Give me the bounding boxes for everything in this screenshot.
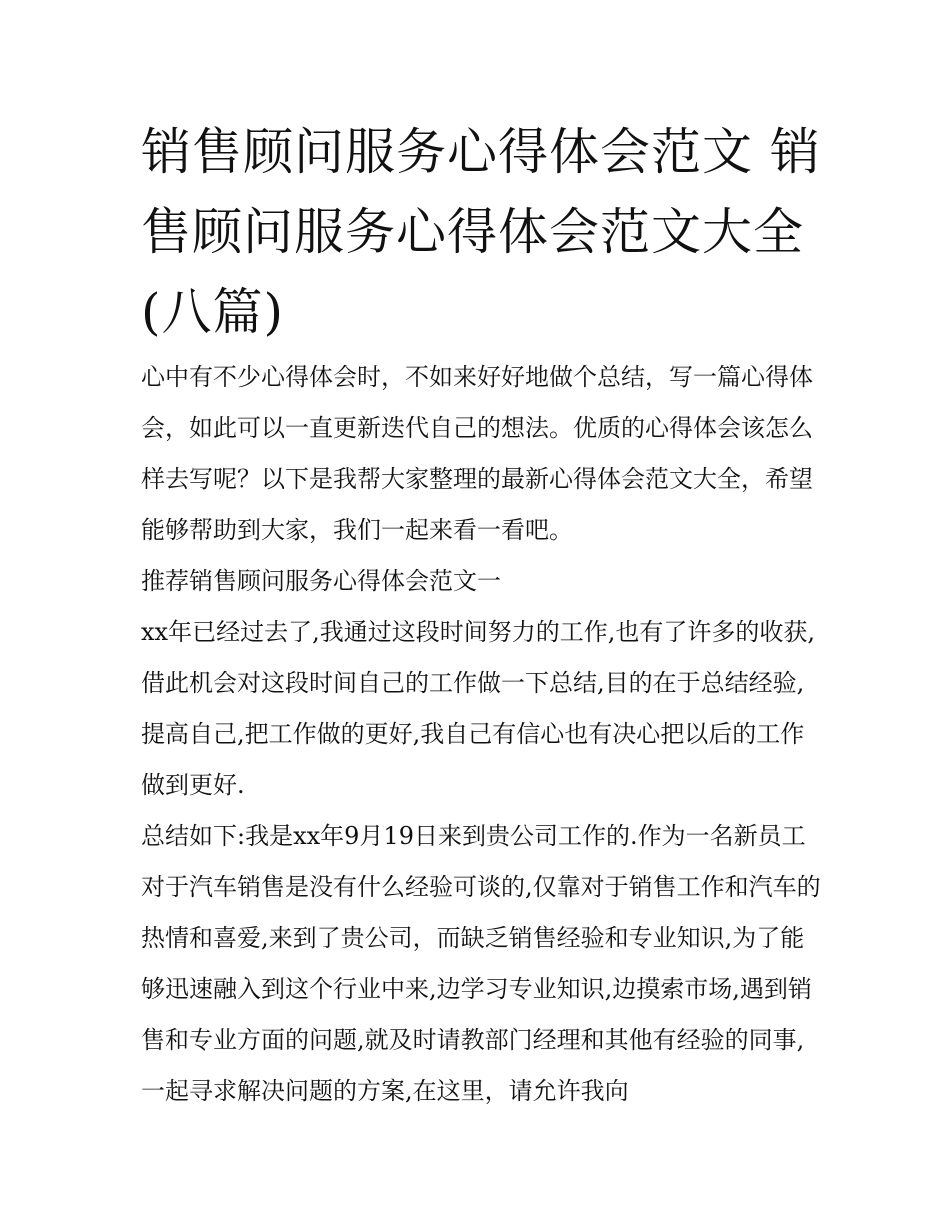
section-heading: 推荐销售顾问服务心得体会范文一 <box>141 567 501 595</box>
document-title: 销售顾问服务心得体会范文 销售顾问服务心得体会范文大全(八篇) <box>141 123 821 341</box>
document-body <box>141 352 821 1117</box>
body-paragraph: xx年已经过去了,我通过这段时间努力的工作,也有了许多的收获,借此机会对这段时间自己的工作做一下总结,目的在于总结经验,提高自己,把工作做的更好,我自己有信心也有决心把以后的工作做到更好. <box>141 618 815 799</box>
intro-paragraph: 心中有不少心得体会时，不如来好好地做个总结，写一篇心得体会，如此可以一直更新迭代自己的想法。优质的心得体会该怎么样去写呢？以下是我帮大家整理的最新心得体会范文大全，希望能够帮助到大家，我们一起来看一看吧。 <box>141 363 813 544</box>
body-paragraph: 总结如下:我是xx年9月19日来到贵公司工作的.作为一名新员工对于汽车销售是没有什么经验可谈的,仅靠对于销售工作和汽车的热情和喜爱,来到了贵公司，而缺乏销售经验和专业知识,为了能够迅速融入到这个行业中来,边学习专业知识,边摸索市场,遇到销售和专业方面的问题,就及时请教部门经理和其他有经验的同事,一起寻求解决问题的方案,在这里，请允许我向 <box>141 822 821 1105</box>
